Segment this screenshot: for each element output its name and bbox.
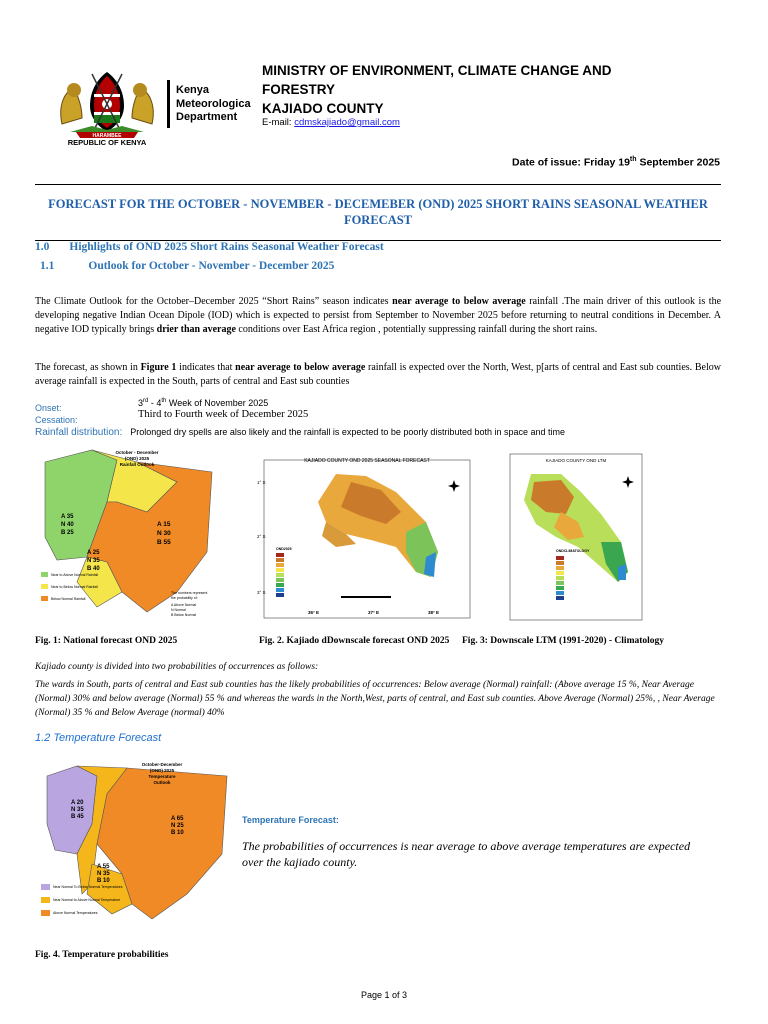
fig2-lat-1: 1° S: [257, 480, 266, 485]
email-link[interactable]: cdmskajiado@gmail.com: [294, 117, 400, 128]
section-1-heading: [35, 241, 384, 253]
fig4-title-3: Temperature: [148, 774, 176, 779]
section-1-number: 1.0: [35, 241, 50, 253]
kajiado-ltm-map: [506, 452, 646, 622]
cessation-value: Third to Fourth week of December 2025: [138, 409, 309, 420]
fig4-south-a: A 55: [97, 864, 110, 870]
fig4-legend-3: Above Normal Temperatures: [53, 911, 98, 915]
section-1-1-heading: [40, 260, 334, 272]
kajiado-forecast-map: [256, 452, 478, 624]
fig1-south-a: A 25: [87, 550, 100, 556]
national-rainfall-map: [37, 442, 220, 627]
date-suffix: September 2025: [636, 156, 720, 169]
fig4-title-2: (OND) 2025: [149, 768, 175, 773]
fig1-legend-1: Near to Above Normal Rainfall: [51, 573, 99, 577]
date-prefix: Date of issue: Friday 19: [512, 156, 630, 169]
kmd-name: [176, 84, 261, 125]
fig4-title-4: Outlook: [153, 780, 171, 785]
kenya-coat-of-arms-logo: [52, 66, 162, 146]
page-number: Page 1 of 3: [360, 990, 408, 1000]
fig2-lat-3: 3° S: [257, 590, 266, 595]
fig1-title-3: Rainfall Outlook: [119, 462, 155, 467]
kmd-line-2: Meteorologica: [176, 97, 251, 110]
fig1-south-n: N 35: [87, 558, 100, 564]
section-1-title: Highlights of OND 2025 Short Rains Seasonal Weather Forecast: [69, 241, 384, 253]
fig3-caption: Fig. 3: Downscale LTM (1991-2020) - Climatology: [462, 636, 665, 646]
fig1-note-3: A Above Normal: [171, 603, 197, 607]
fig1-west-b: B 25: [61, 530, 74, 536]
fig1-east-n: N 30: [157, 530, 171, 537]
fig4-south-n: N 35: [97, 871, 110, 877]
forecast-paragraph: The forecast, as shown in Figure 1 indicates that near average to below average rainfall is expected over the North, West, p[arts of central and East sub counties. Below average rainfall is expected in the South, parts of central and East sub counties: [35, 362, 721, 388]
probabilities-intro: Kajiado county is divided into two probabilities of occurrences as follows:: [35, 662, 319, 672]
fig1-note-4: N Normal: [171, 608, 186, 612]
date-sup: th: [629, 156, 637, 163]
climate-outlook-paragraph: The Climate Outlook for the October–December 2025 “Short Rains” season indicates near average to below average rainfall .The main driver of this outlook is the developing negative Indian Ocean Dipole (IOD) which is expected to persist from September to November 2025 before returning to neutral conditions in December. A negative IOD typically brings drier than average conditions over East Africa region , potentially suppressing rainfall during the short rains.: [35, 296, 722, 336]
fig4-west-n: N 35: [71, 807, 84, 813]
fig4-south-b: B 10: [97, 878, 110, 884]
temperature-heading: 1.2 Temperature Forecast: [35, 732, 162, 744]
fig3-title: KAJIADO COUNTY OND LTM: [545, 458, 607, 463]
fig4-legend-2: Near Normal to Above Normal Temperature: [53, 898, 121, 902]
section-1-1-title: Outlook for October - November - December 2025: [88, 260, 335, 272]
onset-label: Onset:: [35, 403, 62, 413]
fig1-legend-3: Below Normal Rainfall: [51, 597, 86, 601]
fig4-east-a: A 65: [171, 816, 184, 822]
ministry-line-3: KAJIADO COUNTY: [262, 101, 384, 116]
fig1-caption: Fig. 1: National forecast OND 2025: [35, 636, 178, 646]
fig2-lon-3: 38° E: [428, 610, 440, 615]
kmd-line-1: Kenya: [176, 84, 210, 96]
distribution-row: [35, 422, 565, 440]
ministry-line-2: FORESTRY: [262, 82, 336, 97]
fig4-legend-1: Near Normal To Below Normal Temperatures: [53, 885, 123, 889]
fig4-west-a: A 20: [71, 800, 84, 806]
fig1-west-n: N 40: [61, 522, 74, 528]
fig4-caption: Fig. 4. Temperature probabilities: [35, 950, 169, 960]
fig4-east-b: B 10: [171, 830, 184, 836]
ministry-line-1: MINISTRY OF ENVIRONMENT, CLIMATE CHANGE AND: [262, 63, 612, 78]
fig1-south-b: B 40: [87, 566, 100, 572]
cessation-label: Cessation:: [35, 415, 78, 425]
forecast-title: [35, 197, 721, 228]
section-1-1-number: 1.1: [40, 260, 55, 272]
fig2-caption: Fig. 2. Kajiado dDownscale forecast OND 2025: [259, 636, 450, 646]
email-label: E-mail:: [262, 117, 295, 128]
fig1-legend-2: Near to Below Normal Rainfall: [51, 585, 98, 589]
fig1-west-a: A 35: [61, 514, 74, 520]
temperature-forecast-text: The probabilities of occurrences is near average to above average temperatures are expected over the kajiado county.: [242, 839, 691, 869]
fig1-note-1: The numbers represent: [171, 591, 208, 595]
fig4-east-n: N 25: [171, 823, 184, 829]
fig1-title-1: October - December: [115, 450, 159, 455]
fig3-legend-title: ONDCLIMATOLOGY: [556, 549, 590, 553]
forecast-title-line-2: FORECAST: [343, 212, 413, 227]
email-line: [262, 117, 400, 128]
onset-value: 3rd - 4th Week of November 2025: [138, 398, 269, 408]
fig2-lat-2: 2° S: [257, 534, 266, 539]
fig1-note-2: the probability of:: [171, 596, 198, 600]
fig1-east-a: A 15: [157, 521, 171, 528]
date-of-issue: [512, 156, 720, 169]
fig2-legend-title: OND2025: [276, 547, 292, 551]
kmd-divider: [167, 80, 170, 128]
temperature-forecast-label: Temperature Forecast:: [242, 815, 339, 825]
probabilities-details: The wards in South, parts of central and East sub counties has the likely probabilities of occurrences: Below average (Normal) rainfall: (Above average 15 %, Near Average (Normal) 30% and below average (Normal) 55 % and whereas the wards in the North,West, parts of central, and East sub counties. Above Average (Normal) 25%, , Near Average (Normal) 35 % and Below Average (normal) 40%: [35, 680, 715, 718]
distribution-value: Prolonged dry spells are also likely and the rainfall is expected to be poorly distributed both in space and time: [130, 427, 566, 437]
distribution-label: Rainfall distribution:: [35, 427, 123, 438]
fig1-title-2: (OND) 2025: [124, 456, 150, 461]
fig2-lon-1: 36° E: [308, 610, 320, 615]
kmd-line-3: Department: [176, 111, 238, 123]
forecast-title-line-1: FORECAST FOR THE OCTOBER - NOVEMBER - DECEMEBER (OND) 2025 SHORT RAINS SEASONAL WEATHER: [48, 197, 708, 211]
fig2-title: KAJIADO COUNTY OND 2025 SEASONAL FORECAST: [304, 458, 430, 464]
fig2-lon-2: 37° E: [368, 610, 380, 615]
top-rule: [35, 184, 721, 185]
fig1-note-5: B Below Normal: [171, 613, 197, 617]
logo-caption: REPUBLIC OF KENYA: [67, 138, 147, 146]
temperature-outlook-map: [37, 754, 237, 932]
ministry-heading: [262, 61, 682, 118]
logo-motto: HARAMBEE: [92, 133, 122, 139]
fig4-title-1: October-December: [141, 762, 183, 767]
fig1-east-b: B 55: [157, 539, 171, 546]
fig4-west-b: B 45: [71, 814, 84, 820]
